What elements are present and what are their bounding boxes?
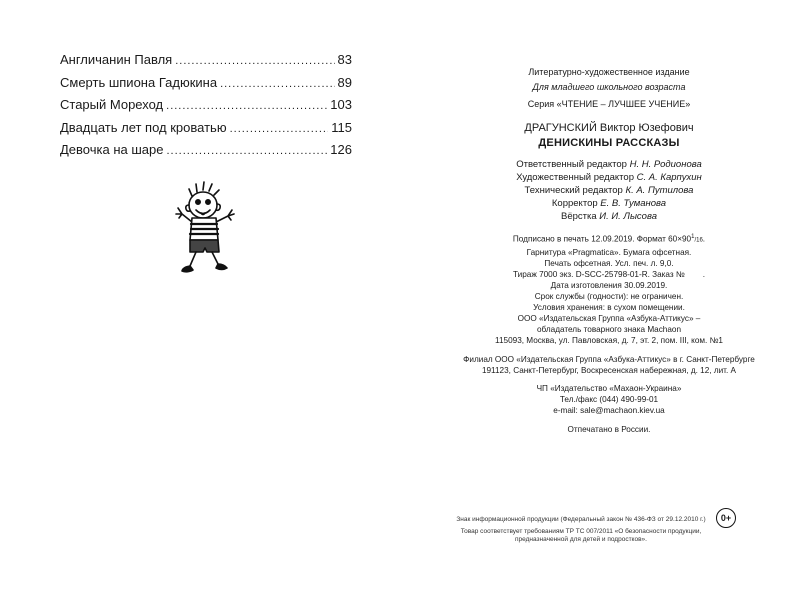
storage-conditions: Условия хранения: в сухом помещении. [533,302,685,312]
credit-role: Ответственный редактор [516,159,627,170]
credit-line [424,210,794,223]
credit-line [424,171,794,184]
toc-entry-page: 83 [337,52,352,67]
manufacture-date: Дата изготовления 30.09.2019. [550,280,668,290]
toc-entry[interactable] [60,97,352,120]
credit-line [424,184,794,197]
toc-entry[interactable] [60,75,352,98]
credit-role: Корректор [551,198,598,209]
series: Серия «ЧТЕНИЕ – ЛУЧШЕЕ УЧЕНИЕ» [527,99,691,109]
compliance-note-2: предназначенной для детей и подростков». [515,536,647,543]
law-mark-note: Знак информационной продукции (Федеральный закон № 436-ФЗ от 29.12.2010 г.) [456,516,706,523]
print-run-line [424,269,794,280]
email-link[interactable]: e-mail: sale@machaon.kiev.ua [553,406,665,415]
toc-leader-dots [166,100,327,112]
toc-leader-dots [175,55,334,67]
print-run-end: . [702,269,705,279]
branch-line: Филиал ООО «Издательская Группа «Азбука-Аттикус» в г. Санкт-Петербурге [463,355,755,364]
toc-entry-page: 89 [337,74,352,90]
editorial-credits [424,158,794,223]
toc-entry-title: Старый Мореход [60,97,164,112]
printed-in [424,424,794,435]
boy-illustration [170,178,250,278]
toc-entry-title: Англичанин Павля [60,52,173,67]
publisher-line: ООО «Издательская Группа «Азбука-Аттикус» – [517,314,701,323]
age-rating-badge: 0+ [716,508,736,528]
toc-entry-page: 103 [330,97,352,112]
toc-leader-dots [230,123,329,135]
credit-name: С. А. Карпухин [636,172,702,183]
printing-line: Печать офсетная. Усл. печ. л. 9,0. [544,258,674,268]
toc-entry-page: 115 [331,119,352,135]
signed-to-print [424,232,794,247]
toc-entry[interactable] [60,52,352,75]
credit-name: И. И. Лысова [599,211,658,222]
format-dot: . [702,234,706,244]
book-heading [424,121,794,150]
edition-type: Литературно-художественное издание [528,67,690,77]
compliance-note-1: Товар соответствует требованиям ТР ТС 007/2011 «О безопасности продукции, [460,528,702,535]
publisher-line: обладатель товарного знака Machaon [537,325,681,334]
toc-entry-title: Смерть шпиона Гадюкина [60,74,218,90]
credit-name: Е. В. Туманова [600,198,667,209]
audience: Для младшего школьного возраста [532,82,686,92]
ukraine-block [424,383,794,416]
branch-block [424,354,794,376]
toc-leader-dots [220,78,334,90]
credit-role: Художественный редактор [516,172,634,183]
print-details [424,232,794,313]
table-of-contents [60,52,352,165]
book-title: ДЕНИСКИНЫ РАССКАЗЫ [538,137,680,149]
printed-in-text: Отпечатано в России. [567,425,651,434]
toc-entry-page: 126 [330,142,352,157]
toc-entry-title: Девочка на шаре [60,142,164,157]
publisher-line: 115093, Москва, ул. Павловская, д. 7, эт. 2, пом. III, ком. №1 [495,336,723,345]
format-sub: /16 [694,237,703,244]
shelf-life: Срок службы (годности): не ограничен. [534,291,684,301]
toc-entry[interactable] [60,120,352,143]
format-sup: 1 [691,234,695,240]
credit-role: Технический редактор [524,185,623,196]
credit-line [424,197,794,210]
credit-line [424,158,794,171]
ukraine-line: ЧП «Издательство «Махаон-Украина» [536,384,682,393]
publisher-block [424,313,794,346]
ukraine-line: Тел./факс (044) 490-99-01 [559,395,659,404]
toc-leader-dots [166,145,327,157]
typeface-line: Гарнитура «Pragmatica». Бумага офсетная. [526,247,692,257]
print-run-text: Тираж 7000 экз. D-SCC-25798-01-R. Заказ № [513,269,685,279]
credit-name: К. А. Путилова [625,185,694,196]
credit-role: Вёрстка [560,211,597,222]
toc-entry-title: Двадцать лет под кроватью [60,119,227,135]
author-name: ДРАГУНСКИЙ Виктор Юзефович [524,122,694,134]
signed-text: Подписано в печать 12.09.2019. Формат 60×90 [512,234,692,244]
toc-entry[interactable] [60,142,352,165]
credit-name: Н. Н. Родионова [629,159,702,170]
imprint-header [424,66,794,110]
branch-line: 191123, Санкт-Петербург, Воскресенская набережная, д. 12, лит. А [481,366,737,375]
